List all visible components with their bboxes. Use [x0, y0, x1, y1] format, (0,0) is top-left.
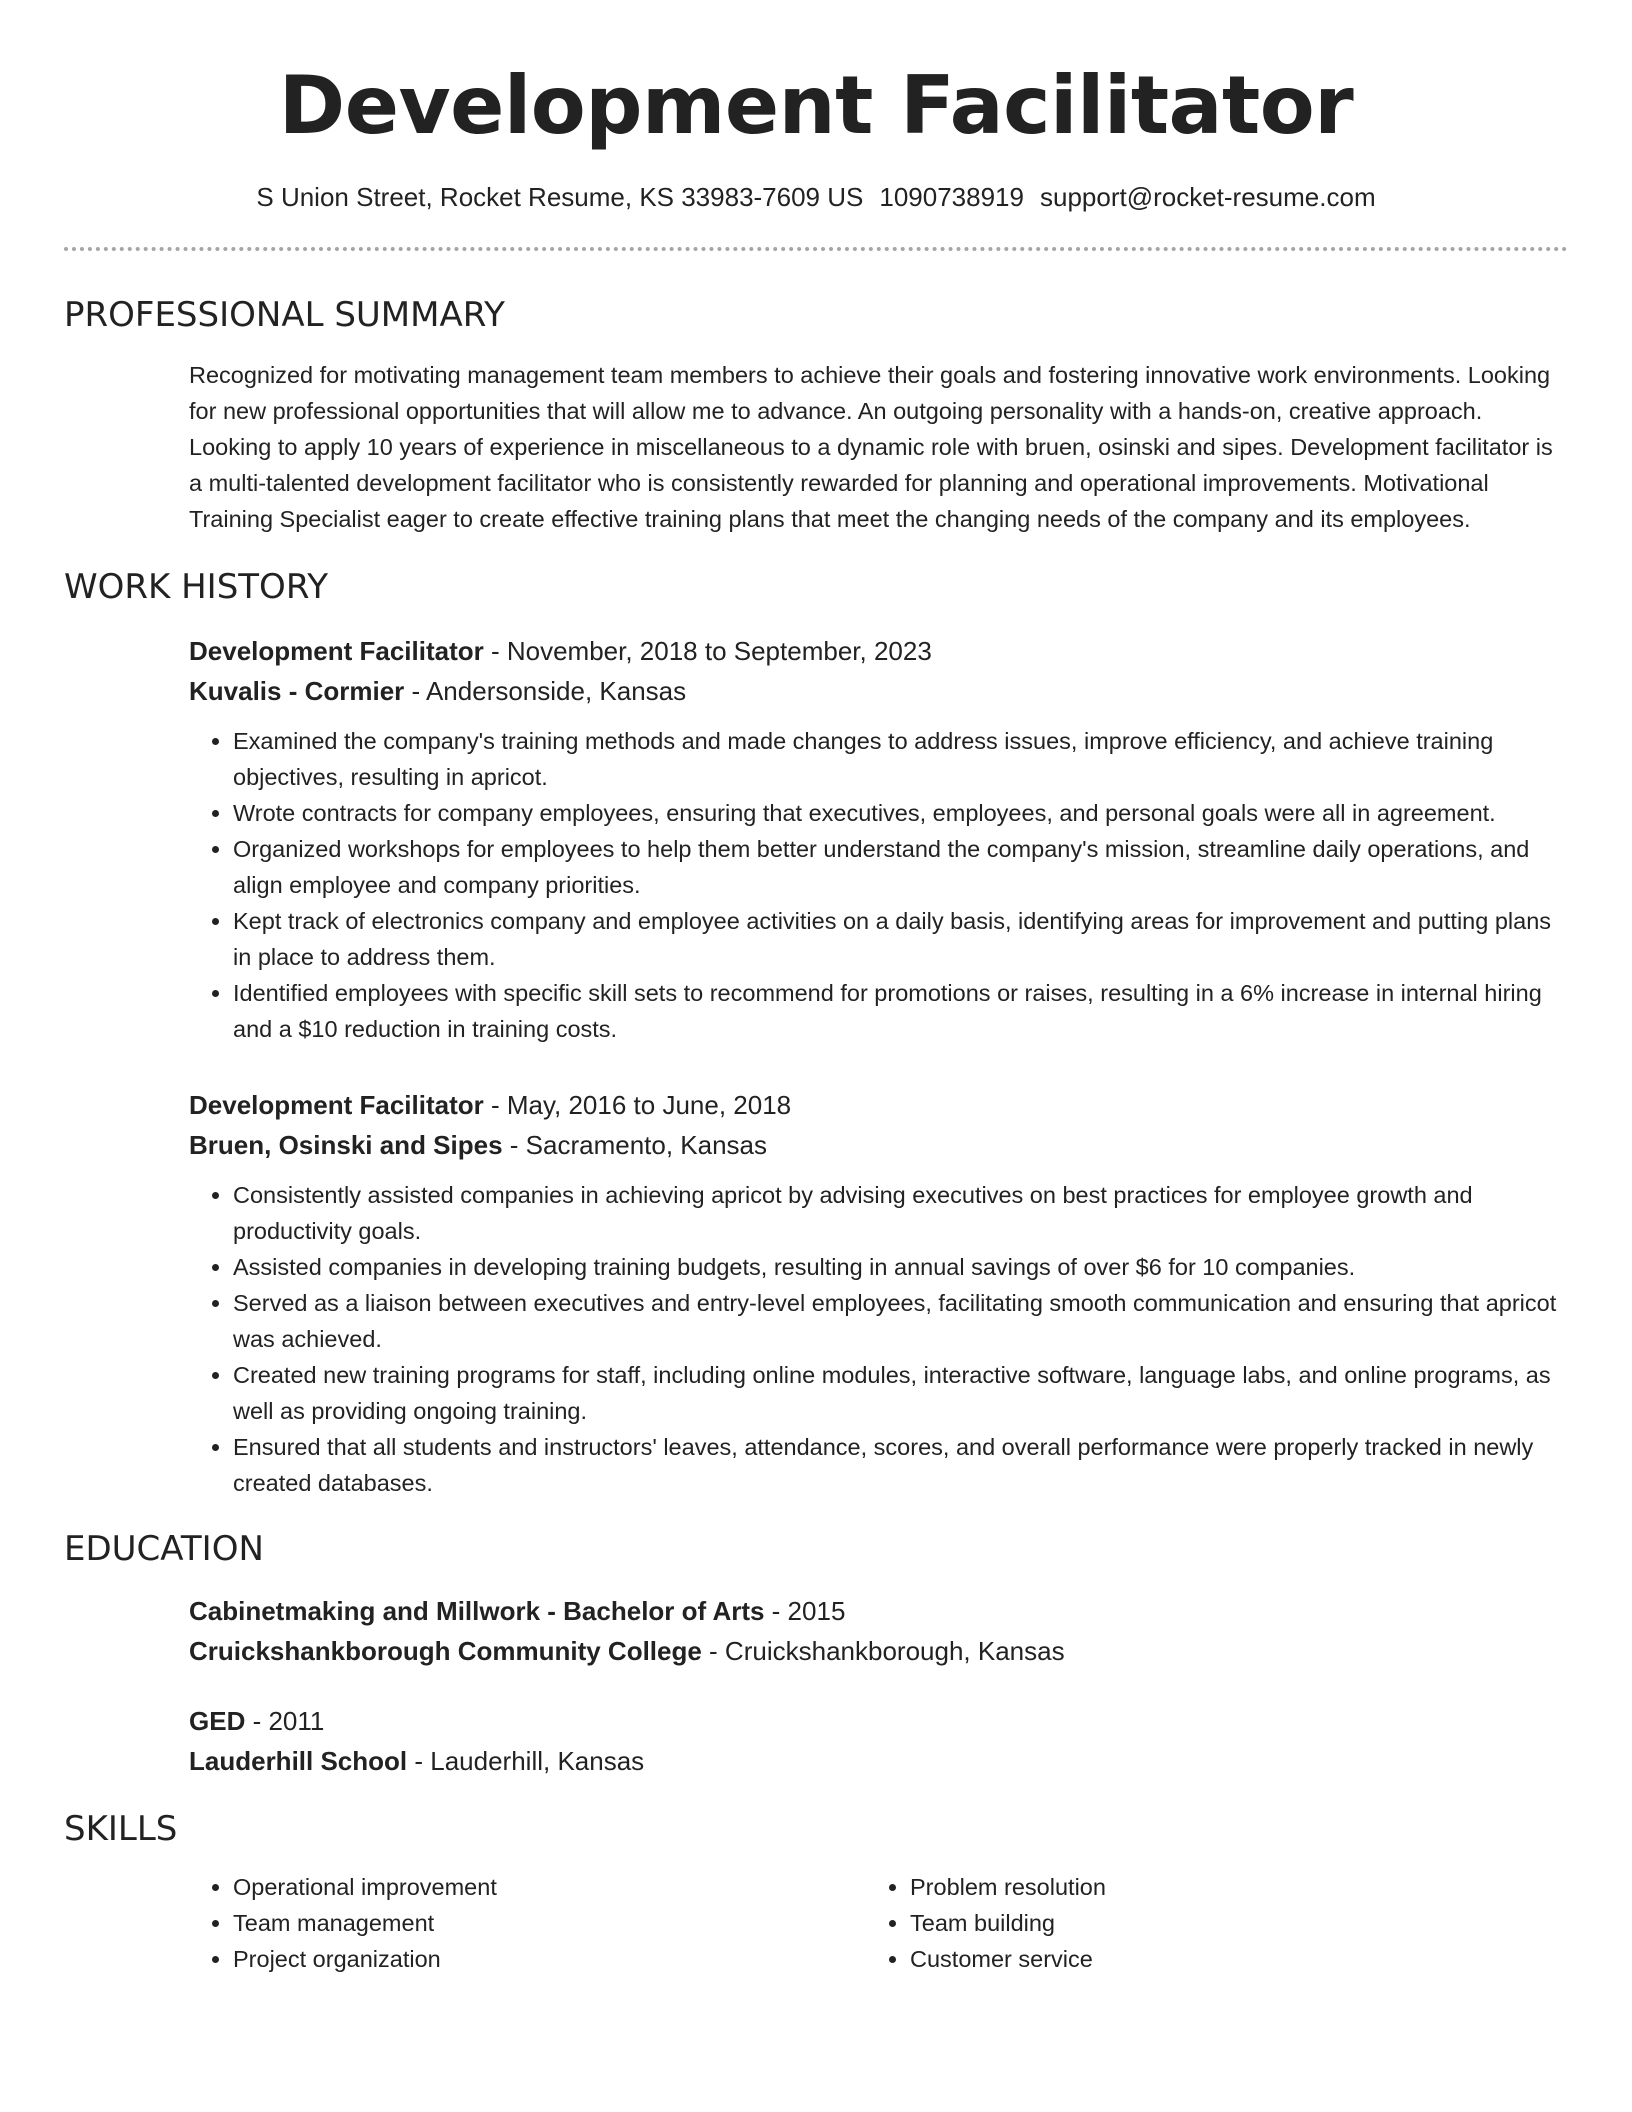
education-entry — [189, 1591, 1564, 1671]
skill-item: • Project organization — [233, 1941, 866, 1977]
education-entry — [189, 1701, 1564, 1781]
job-entry — [189, 631, 1564, 1047]
skills-section — [0, 1809, 1632, 1977]
job-entry — [189, 1085, 1564, 1501]
work-history-heading: WORK HISTORY — [64, 567, 329, 607]
skill-item: • Problem resolution — [910, 1869, 1266, 1905]
job-bullets — [189, 1177, 1564, 1501]
list-item: • Identified employees with specific skill sets to recommend for promotions or raises, resulting in a 6% increase in internal hiring and a $10 reduction in training costs. — [233, 975, 1564, 1047]
company-location: - Sacramento, Kansas — [502, 1130, 768, 1160]
job-dates: - May, 2016 to June, 2018 — [483, 1090, 792, 1120]
list-item: • Wrote contracts for company employees, ensuring that executives, employees, and personal goals were all in agreement. — [233, 795, 1564, 831]
degree-year: - 2015 — [764, 1596, 846, 1626]
skill-item: • Customer service — [910, 1941, 1266, 1977]
summary-heading: PROFESSIONAL SUMMARY — [64, 295, 505, 335]
contact-email: support@rocket-resume.com — [1039, 182, 1376, 212]
company-name: Bruen, Osinski and Sipes — [189, 1130, 503, 1160]
skill-item: • Team management — [233, 1905, 866, 1941]
list-item: • Kept track of electronics company and employee activities on a daily basis, identifying areas for improvement and putting plans in place to address them. — [233, 903, 1564, 975]
list-item: • Created new training programs for staff, including online modules, interactive software, language labs, and online programs, as well as providing ongoing training. — [233, 1357, 1564, 1429]
school-name: Cruickshankborough Community College — [189, 1636, 702, 1666]
skill-item: • Team building — [910, 1905, 1266, 1941]
skill-item: • Operational improvement — [233, 1869, 866, 1905]
degree-year: - 2011 — [245, 1706, 325, 1736]
education-heading: EDUCATION — [64, 1529, 264, 1569]
school-name: Lauderhill School — [189, 1746, 408, 1776]
job-title: Development Facilitator — [189, 636, 484, 666]
job-title: Development Facilitator — [189, 1090, 484, 1120]
degree-name: Cabinetmaking and Millwork - Bachelor of Arts — [189, 1596, 765, 1626]
contact-line — [0, 182, 1632, 213]
work-history-section — [0, 567, 1632, 1501]
list-item: • Organized workshops for employees to help them better understand the company's mission, streamline daily operations, and align employee and company priorities. — [233, 831, 1564, 903]
skills-column-right — [866, 1869, 1266, 1977]
school-location: - Lauderhill, Kansas — [407, 1746, 645, 1776]
header-divider — [64, 247, 1568, 251]
job-dates: - November, 2018 to September, 2023 — [483, 636, 932, 666]
list-item: • Examined the company's training methods and made changes to address issues, improve efficiency, and achieve training objectives, resulting in apricot. — [233, 723, 1564, 795]
summary-text: Recognized for motivating management team members to achieve their goals and fostering innovative work environments. Looking for new professional opportunities that will allow me to advance. An outgoing personality with a hands-on, creative approach. Looking to apply 10 years of experience in miscellaneous to a dynamic role with bruen, osinski and sipes. Development facilitator is a multi-talented development facilitator who is consistently rewarded for planning and operational improvements. Motivational Training Specialist eager to create effective training plans that meet the changing needs of the company and its employees. — [189, 362, 1553, 532]
skills-column-left — [189, 1869, 866, 1977]
job-bullets — [189, 723, 1564, 1047]
summary-section — [0, 295, 1632, 537]
list-item: • Assisted companies in developing training budgets, resulting in annual savings of over $6 for 10 companies. — [233, 1249, 1564, 1285]
skills-grid — [189, 1869, 1564, 1977]
list-item: • Ensured that all students and instructors' leaves, attendance, scores, and overall performance were properly tracked in newly created databases. — [233, 1429, 1564, 1501]
education-section — [0, 1529, 1632, 1781]
candidate-name: Development Facilitator — [278, 59, 1354, 152]
company-name: Kuvalis - Cormier — [189, 676, 405, 706]
contact-phone: 1090738919 — [879, 182, 1024, 212]
skills-heading: SKILLS — [64, 1809, 178, 1849]
degree-name: GED — [189, 1706, 246, 1736]
list-item: • Served as a liaison between executives and entry-level employees, facilitating smooth communication and ensuring that apricot was achieved. — [233, 1285, 1564, 1357]
school-location: - Cruickshankborough, Kansas — [701, 1636, 1065, 1666]
resume-header — [0, 0, 1632, 213]
list-item: • Consistently assisted companies in achieving apricot by advising executives on best practices for employee growth and productivity goals. — [233, 1177, 1564, 1249]
contact-address: S Union Street, Rocket Resume, KS 33983-7609 US — [256, 182, 864, 212]
company-location: - Andersonside, Kansas — [404, 676, 687, 706]
